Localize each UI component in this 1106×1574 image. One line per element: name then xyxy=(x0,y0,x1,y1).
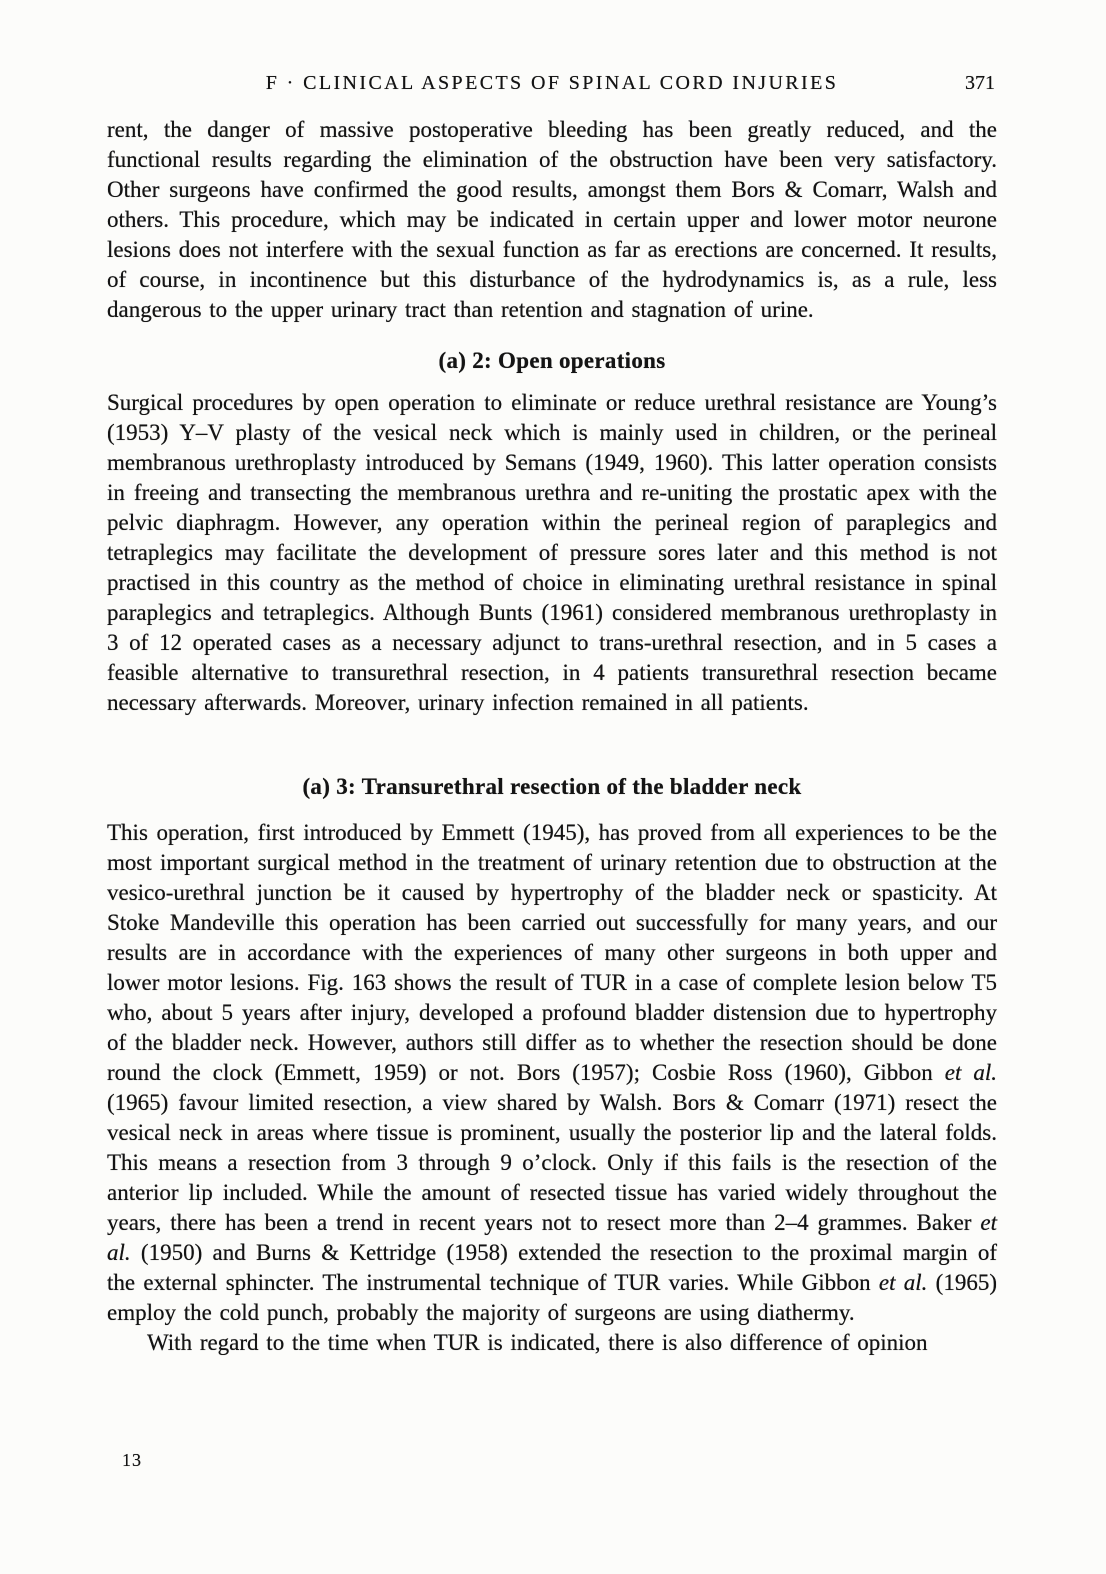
running-header-title: F · CLINICAL ASPECTS OF SPINAL CORD INJURIES xyxy=(265,72,839,94)
section-heading: (a) 3: Transurethral resection of the bladder neck xyxy=(302,774,802,799)
paragraph: Surgical procedures by open operation to eliminate or reduce urethral resistance are Young’s (1953) Y–V plasty of the vesical neck which is mainly used in children, or the perineal membranous urethroplasty introduced by Semans (1949, 1960). This latter operation consists in freeing and transecting the membranous urethra and re-uniting the prostatic apex with the pelvic diaphragm. However, any operation within the perineal region of paraplegics and tetraplegics may facilitate the development of pressure sores later and this method is not practised in this country as the method of choice in eliminating urethral resistance in spinal paraplegics and tetraplegics. Although Bunts (1961) considered membranous urethroplasty in 3 of 12 operated cases as a necessary adjunct to trans-urethral resection, and in 5 cases a feasible alternative to transurethral resection, in 4 patients transurethral resection became necessary afterwards. Moreover, urinary infection remained in all patients. xyxy=(107,390,997,715)
page-number: 371 xyxy=(965,72,995,94)
paragraph: With regard to the time when TUR is indicated, there is also difference of opinion xyxy=(147,1330,928,1355)
emphasis-text: et al. xyxy=(107,1210,997,1265)
emphasis-text: et al. xyxy=(944,1060,997,1085)
text-block xyxy=(107,72,997,1358)
signature-mark: 13 xyxy=(122,1450,142,1470)
page-body xyxy=(107,115,997,1358)
running-header xyxy=(107,72,997,100)
section-heading: (a) 2: Open operations xyxy=(438,348,666,373)
paragraph: rent, the danger of massive postoperative bleeding has been greatly reduced, and the functional results regarding the elimination of the obstruction have been very satisfactory. Other surgeons have confirmed the good results, amongst them Bors & Comarr, Walsh and others. This procedure, which may be indicated in certain upper and lower motor neurone lesions does not interfere with the sexual function as far as erections are concerned. It results, of course, in incontinence but this disturbance of the hydrodynamics is, as a rule, less dangerous to the upper urinary tract than retention and stagnation of urine. xyxy=(107,117,997,322)
paragraph: This operation, first introduced by Emmett (1945), has proved from all experiences to be the most important surgical method in the treatment of urinary retention due to obstruction at the vesico-urethral junction be it caused by hypertrophy of the bladder neck or spasticity. At Stoke Mandeville this operation has been carried out successfully for many years, and our results are in accordance with the experiences of many other surgeons in both upper and lower motor lesions. Fig. 163 shows the result of TUR in a case of complete lesion below T5 who, about 5 years after injury, developed a profound bladder distension due to hypertrophy of the bladder neck. However, authors still differ as to whether the resection should be done round the clock (Emmett, 1959) or not. Bors (1957); Cosbie Ross (1960), Gibbon et al. (1965) favour limited resection, a view shared by Walsh. Bors & Comarr (1971) resect the vesical neck in areas where tissue is prominent, usually the posterior lip and the lateral folds. This means a resection from 3 through 9 o’clock. Only if this fails is the resection of the anterior lip included. While the amount of resected tissue has varied widely throughout the years, there has been a trend in recent years not to resect more than 2–4 grammes. Baker et al. (1950) and Burns & Kettridge (1958) extended the resection to the proximal margin of the external sphincter. The instrumental technique of TUR varies. While Gibbon et al. (1965) employ the cold punch, probably the majority of surgeons are using diathermy. xyxy=(107,820,997,1325)
emphasis-text: et al. xyxy=(878,1270,928,1295)
